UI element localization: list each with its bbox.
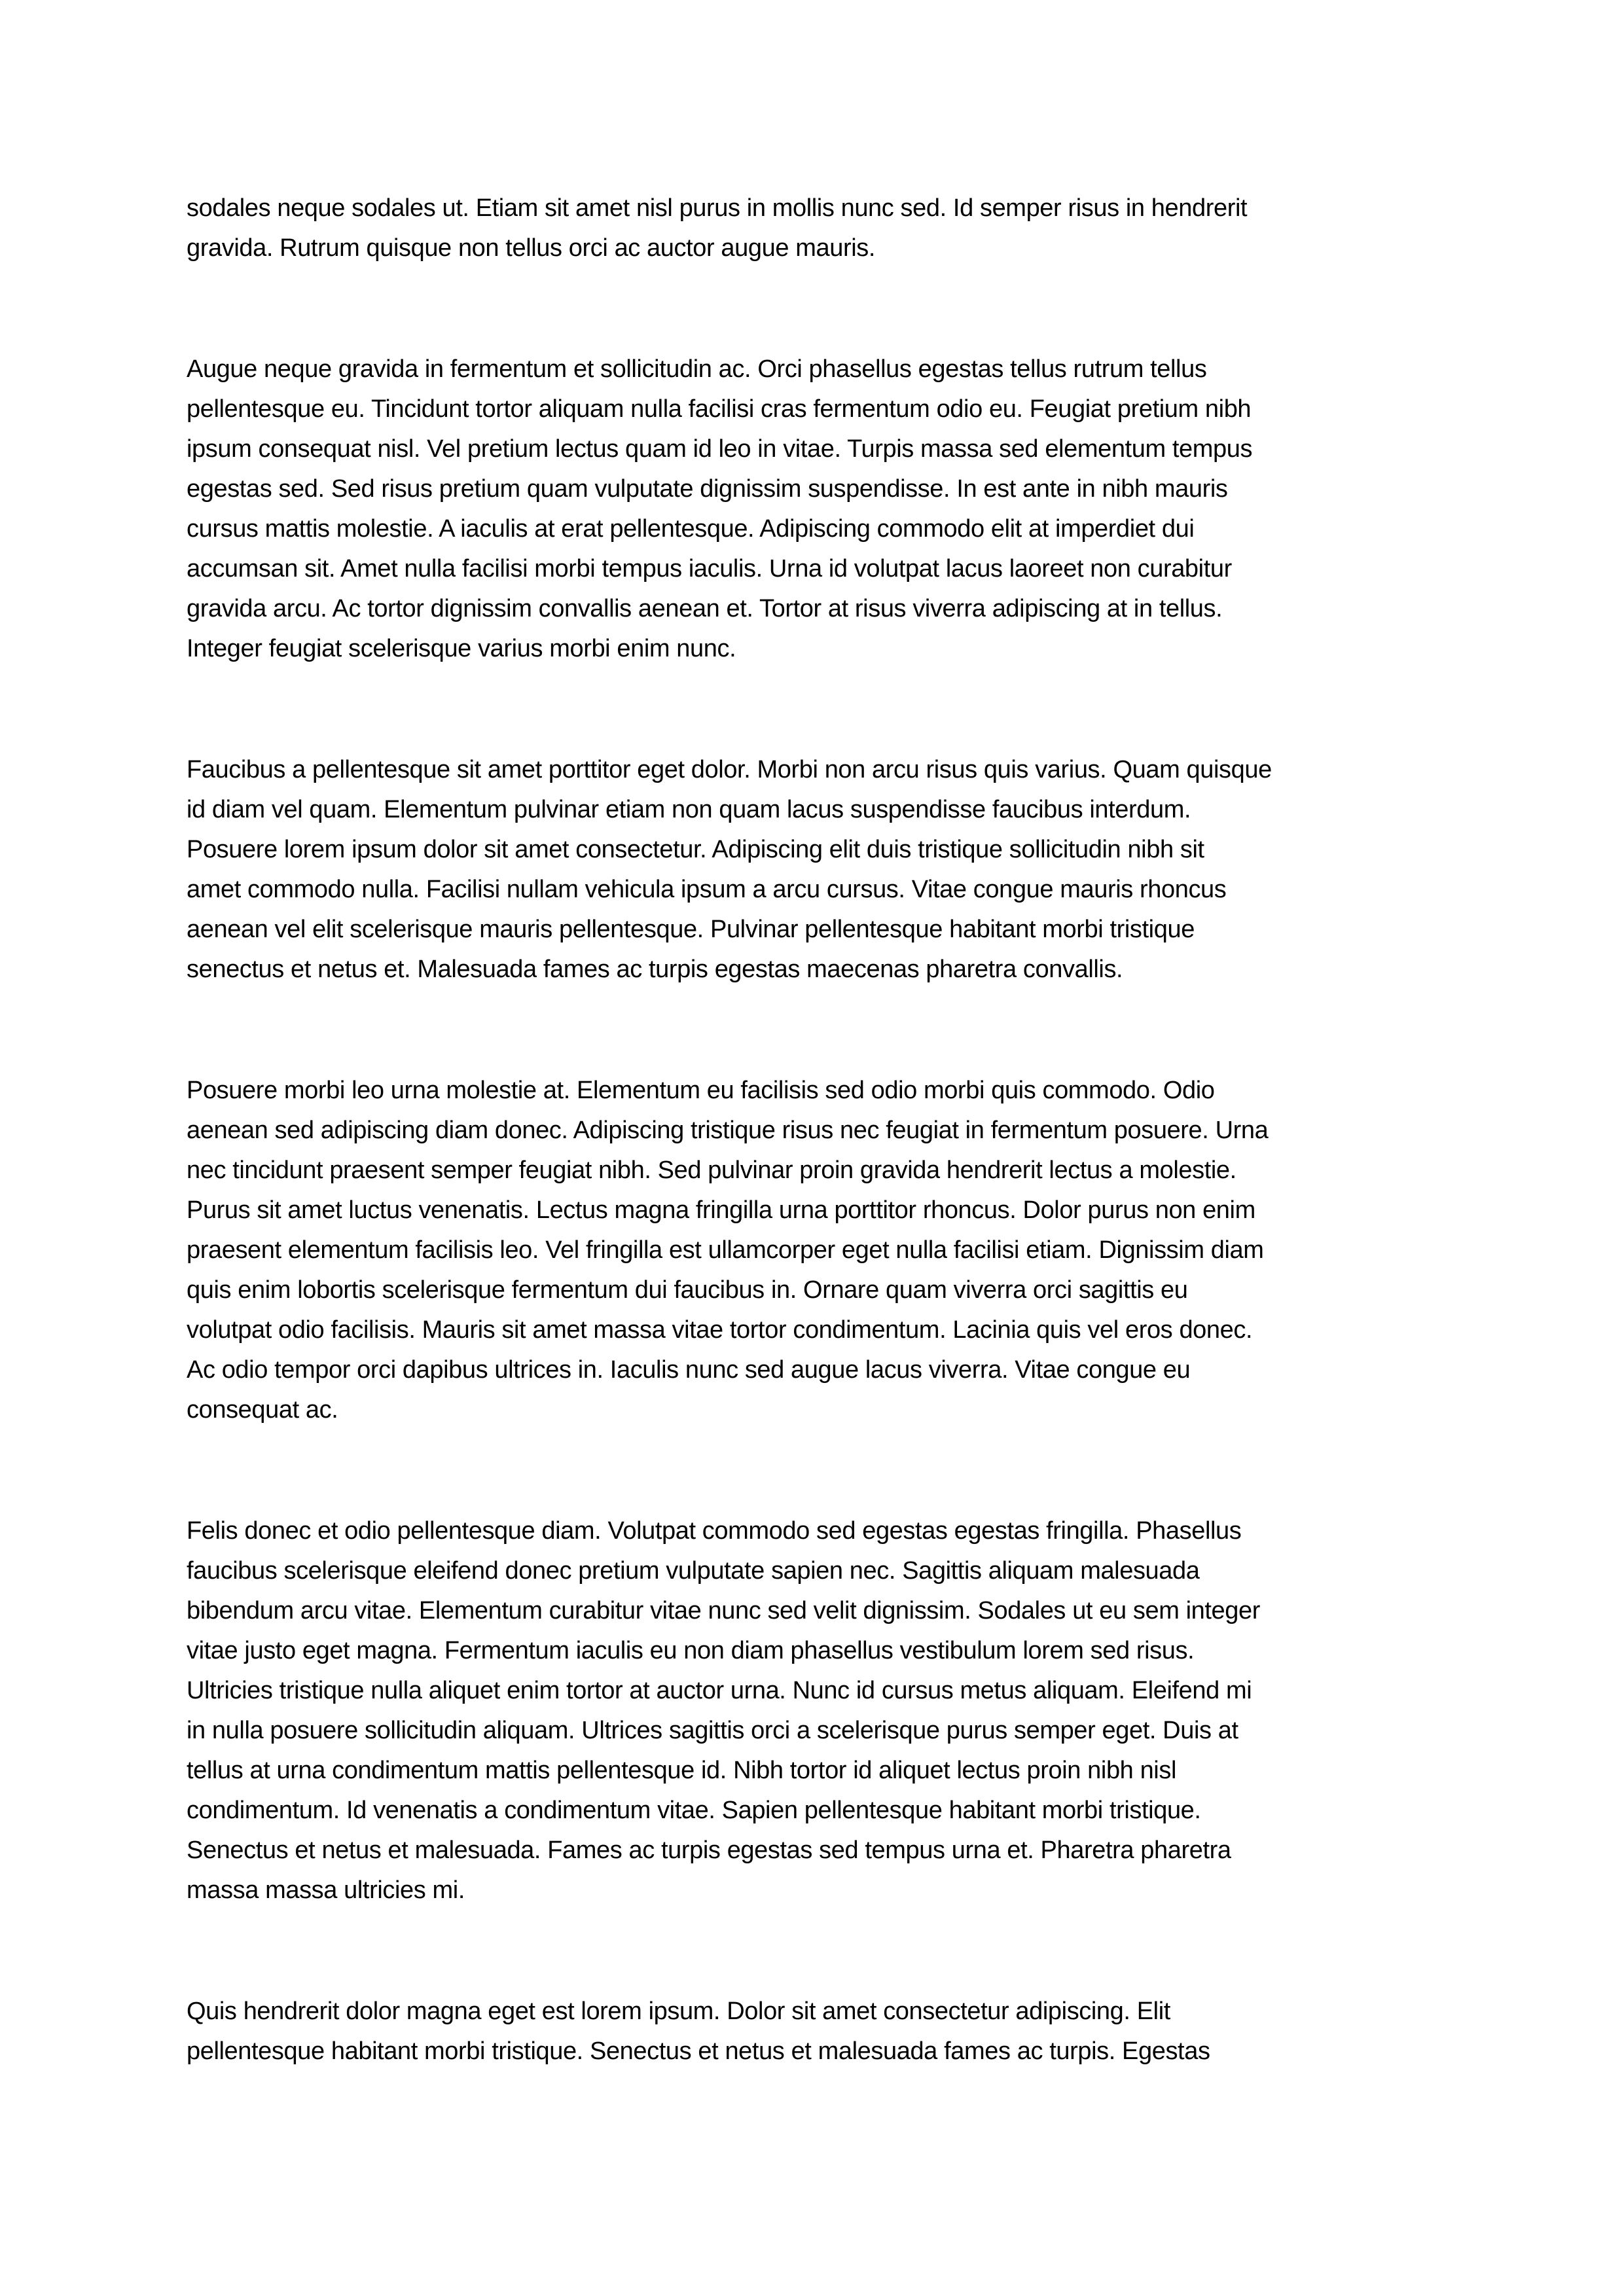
text-line: pellentesque eu. Tincidunt tortor aliquam nulla facilisi cras fermentum odio eu. Feugiat pretium nibh — [187, 395, 1252, 423]
text-line: bibendum arcu vitae. Elementum curabitur vitae nunc sed velit dignissim. Sodales ut eu sem integer — [187, 1597, 1260, 1624]
text-line: Ultricies tristique nulla aliquet enim tortor at auctor urna. Nunc id cursus metus aliquam. Eleifend mi — [187, 1677, 1252, 1704]
paragraph — [187, 750, 1434, 990]
text-line: Purus sit amet luctus venenatis. Lectus magna fringilla urna porttitor rhoncus. Dolor purus non enim — [187, 1196, 1255, 1224]
text-line: quis enim lobortis scelerisque fermentum dui faucibus in. Ornare quam viverra orci sagittis eu — [187, 1276, 1188, 1304]
text-line: amet commodo nulla. Facilisi nullam vehicula ipsum a arcu cursus. Vitae congue mauris rhoncus — [187, 876, 1227, 903]
text-line: ipsum consequat nisl. Vel pretium lectus quam id leo in vitae. Turpis massa sed elementum tempus — [187, 435, 1253, 463]
text-line: aenean vel elit scelerisque mauris pellentesque. Pulvinar pellentesque habitant morbi tristique — [187, 916, 1195, 943]
text-line: gravida arcu. Ac tortor dignissim convallis aenean et. Tortor at risus viverra adipiscing at in tellus. — [187, 595, 1223, 622]
text-line: condimentum. Id venenatis a condimentum vitae. Sapien pellentesque habitant morbi tristique. — [187, 1797, 1201, 1824]
text-line: Posuere morbi leo urna molestie at. Elementum eu facilisis sed odio morbi quis commodo. Odio — [187, 1077, 1215, 1104]
text-line: Faucibus a pellentesque sit amet porttitor eget dolor. Morbi non arcu risus quis varius. Quam quisque — [187, 756, 1272, 783]
text-line: accumsan sit. Amet nulla facilisi morbi tempus iaculis. Urna id volutpat lacus laoreet non curabitur — [187, 555, 1232, 583]
text-line: Posuere lorem ipsum dolor sit amet consectetur. Adipiscing elit duis tristique sollicitudin nibh sit — [187, 836, 1204, 863]
document-text — [187, 188, 1434, 2072]
paragraph — [187, 1992, 1434, 2072]
text-line: cursus mattis molestie. A iaculis at erat pellentesque. Adipiscing commodo elit at imperdiet dui — [187, 515, 1195, 543]
text-line: faucibus scelerisque eleifend donec pretium vulputate sapien nec. Sagittis aliquam malesuada — [187, 1557, 1200, 1585]
text-line: Senectus et netus et malesuada. Fames ac turpis egestas sed tempus urna et. Pharetra pharetra — [187, 1837, 1231, 1864]
text-line: Augue neque gravida in fermentum et sollicitudin ac. Orci phasellus egestas tellus rutrum tellus — [187, 355, 1207, 383]
text-line: sodales neque sodales ut. Etiam sit amet nisl purus in mollis nunc sed. Id semper risus in hendrerit — [187, 194, 1248, 222]
text-line: volutpat odio facilisis. Mauris sit amet massa vitae tortor condimentum. Lacinia quis vel eros donec. — [187, 1316, 1253, 1344]
text-line: Quis hendrerit dolor magna eget est lorem ipsum. Dolor sit amet consectetur adipiscing. Elit — [187, 1998, 1170, 2025]
text-line: consequat ac. — [187, 1396, 338, 1424]
text-line: tellus at urna condimentum mattis pellentesque id. Nibh tortor id aliquet lectus proin nibh nisl — [187, 1757, 1176, 1784]
text-line: aenean sed adipiscing diam donec. Adipiscing tristique risus nec feugiat in fermentum posuere. Urna — [187, 1117, 1269, 1144]
text-line: senectus et netus et. Malesuada fames ac turpis egestas maecenas pharetra convallis. — [187, 956, 1123, 983]
paragraph — [187, 350, 1434, 669]
text-line: pellentesque habitant morbi tristique. Senectus et netus et malesuada fames ac turpis. Egestas — [187, 2037, 1210, 2065]
paragraph — [187, 1071, 1434, 1430]
text-line: in nulla posuere sollicitudin aliquam. Ultrices sagittis orci a scelerisque purus semper eget. Duis at — [187, 1717, 1238, 1744]
paragraph — [187, 188, 1434, 268]
text-line: vitae justo eget magna. Fermentum iaculis eu non diam phasellus vestibulum lorem sed risus. — [187, 1637, 1195, 1664]
text-line: gravida. Rutrum quisque non tellus orci ac auctor augue mauris. — [187, 234, 876, 262]
paragraph — [187, 1511, 1434, 1910]
text-line: Ac odio tempor orci dapibus ultrices in. Iaculis nunc sed augue lacus viverra. Vitae congue eu — [187, 1356, 1191, 1384]
text-line: egestas sed. Sed risus pretium quam vulputate dignissim suspendisse. In est ante in nibh mauris — [187, 475, 1228, 503]
text-line: praesent elementum facilisis leo. Vel fringilla est ullamcorper eget nulla facilisi etiam. Dignissim diam — [187, 1236, 1264, 1264]
text-line: nec tincidunt praesent semper feugiat nibh. Sed pulvinar proin gravida hendrerit lectus a molestie. — [187, 1157, 1236, 1184]
text-line: massa massa ultricies mi. — [187, 1876, 465, 1904]
text-line: Felis donec et odio pellentesque diam. Volutpat commodo sed egestas egestas fringilla. Phasellus — [187, 1517, 1242, 1545]
text-line: id diam vel quam. Elementum pulvinar etiam non quam lacus suspendisse faucibus interdum. — [187, 796, 1191, 823]
text-line: Integer feugiat scelerisque varius morbi enim nunc. — [187, 635, 736, 662]
